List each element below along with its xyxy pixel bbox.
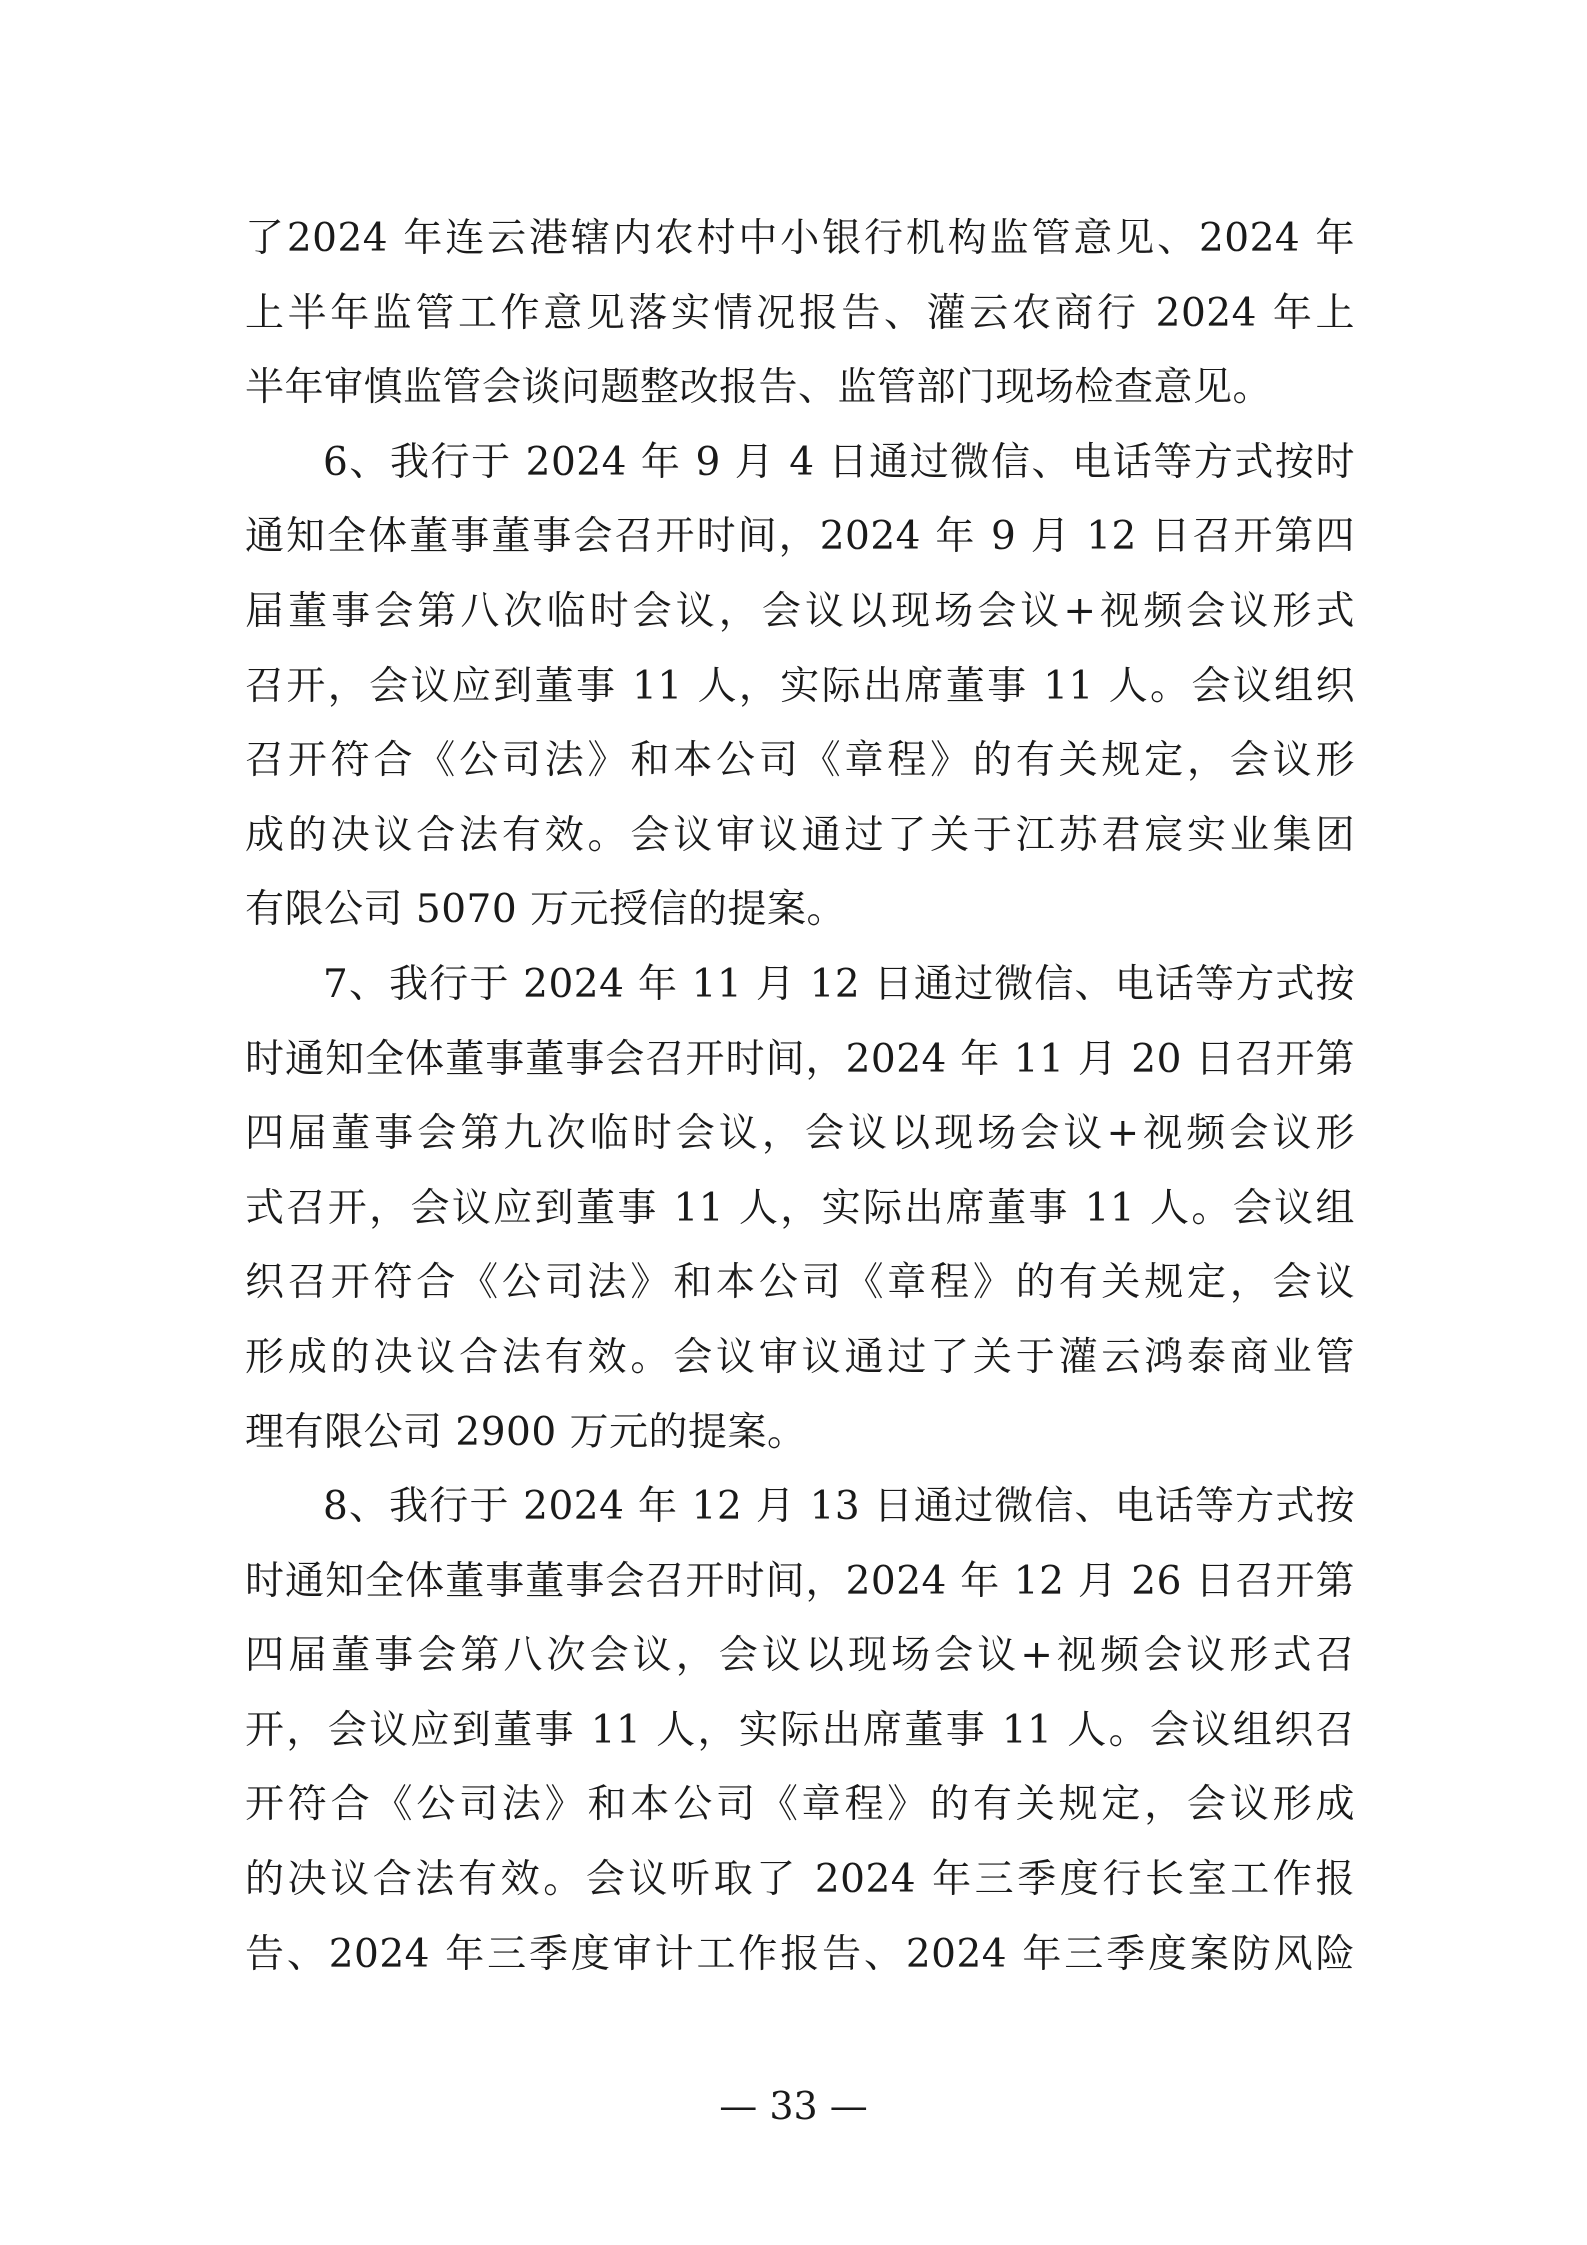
text-line: 届董事会第八次临时会议，会议以现场会议+视频会议形式 bbox=[245, 588, 1355, 634]
paragraph-start-line: 7、我行于 2024 年 11 月 12 日通过微信、电话等方式按 bbox=[323, 961, 1355, 1007]
text-line: 四届董事会第八次会议，会议以现场会议+视频会议形式召 bbox=[245, 1633, 1355, 1679]
body-text bbox=[245, 202, 1355, 1992]
text-line: 半年审慎监管会谈问题整改报告、监管部门现场检查意见。 bbox=[245, 365, 1273, 411]
text-line: 成的决议合法有效。会议审议通过了关于江苏君宸实业集团 bbox=[245, 812, 1355, 858]
text-line: 式召开，会议应到董事 11 人，实际出席董事 11 人。会议组 bbox=[245, 1185, 1355, 1231]
page-number: — 33 — bbox=[719, 2084, 868, 2128]
paragraph-start-line: 6、我行于 2024 年 9 月 4 日通过微信、电话等方式按时 bbox=[323, 439, 1355, 485]
text-line: 开，会议应到董事 11 人，实际出席董事 11 人。会议组织召 bbox=[245, 1707, 1355, 1753]
paragraph-start-line: 8、我行于 2024 年 12 月 13 日通过微信、电话等方式按 bbox=[323, 1484, 1355, 1530]
text-line: 形成的决议合法有效。会议审议通过了关于灌云鸿泰商业管 bbox=[245, 1334, 1355, 1380]
text-line: 织召开符合《公司法》和本公司《章程》的有关规定，会议 bbox=[245, 1260, 1355, 1306]
text-line: 通知全体董事董事会召开时间，2024 年 9 月 12 日召开第四 bbox=[245, 514, 1355, 560]
text-line: 上半年监管工作意见落实情况报告、灌云农商行 2024 年上 bbox=[245, 290, 1355, 336]
text-line: 理有限公司 2900 万元的提案。 bbox=[245, 1409, 807, 1455]
text-line: 开符合《公司法》和本公司《章程》的有关规定，会议形成 bbox=[245, 1782, 1355, 1828]
text-line: 召开符合《公司法》和本公司《章程》的有关规定，会议形 bbox=[245, 738, 1355, 784]
text-line: 了2024 年连云港辖内农村中小银行机构监管意见、2024 年 bbox=[245, 216, 1355, 261]
text-line: 的决议合法有效。会议听取了 2024 年三季度行长室工作报 bbox=[245, 1857, 1355, 1903]
text-line: 召开，会议应到董事 11 人，实际出席董事 11 人。会议组织 bbox=[245, 663, 1355, 709]
text-line: 时通知全体董事董事会召开时间，2024 年 12 月 26 日召开第 bbox=[245, 1558, 1355, 1604]
text-line: 时通知全体董事董事会召开时间，2024 年 11 月 20 日召开第 bbox=[245, 1036, 1355, 1082]
text-line: 有限公司 5070 万元授信的提案。 bbox=[245, 887, 847, 933]
text-line: 四届董事会第九次临时会议，会议以现场会议+视频会议形 bbox=[245, 1111, 1355, 1157]
text-line: 告、2024 年三季度审计工作报告、2024 年三季度案防风险 bbox=[245, 1931, 1355, 1977]
